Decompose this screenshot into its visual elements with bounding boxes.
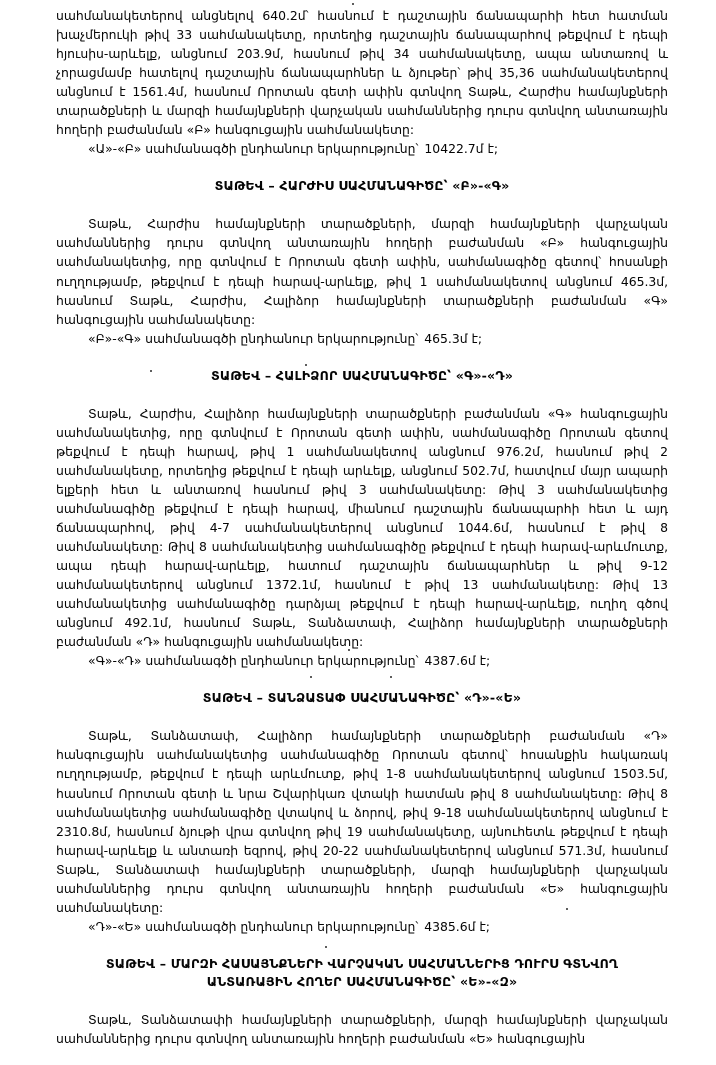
paragraph-g-d: Տաթև, Հարժիս, Հալիձոր համայնքների տարածքների բաժանման «Գ» հանգուցային սահմանակետից, որը գտնվում է Որոտան գետի ափին, սահմանագիծը Որոտան գետով թեքվում է դեպի հարավ, թիվ 1 սահմանակետով անցնում 976.2մ, հասնում թիվ 2 սահմանակետը, որտեղից թեքվում է դեպի արևելք, անցնում 502.7մ, հատվում մայր ապարի ելքերի հետ և անտառով հասնում թիվ 3 սահմանակետը: Թիվ 3 սահմանակետից սահմանագիծը թեքվում է դեպի հարավ, միանում դաշտային ճանապարհի հետ և այդ ճանապարհով, թիվ 4-7 սահմանակետերով անցնում 1044.6մ, հասնում է թիվ 8 սահմանակետը: Թիվ 8 սահմանակետից սահմանագիծը թեքվում է դեպի հարավ-արևմուտք, ապա դեպի հարավ-արևելք, հատում դաշտային ճանապարհներ և թիվ 9-12 սահմանակետերով անցնում 1372.1մ, հասնում է թիվ 13 սահմանակետը: Թիվ 13 սահմանակետից սահմանագիծը դարձյալ թեքվում է դեպի հարավ-արևելք, ուղիղ գծով անցնում 492.1մ, հասնում Տաթև, Տանձատափ, Հալիձոր համայնքների տարածքների բաժանման «Դ» հանգուցային սահմանակետը: [56,405,668,650]
total-length-a-b-label: «Ա»-«Բ» սահմանագծի ընդհանուր երկարությունը՝ [88,141,419,157]
total-length-a-b-value: 10422.7մ է; [424,141,499,157]
paragraph-a-b-continuation: սահմանակետերով անցնելով 640.2մ՝ հասնում է դաշտային ճանապարհի հետ հատման խաչմերուկի թիվ 33 սահմանակետը, որտեղից դաշտային ճանապարհով թեքվում է դեպի հյուսիս-արևելք, անցնում 203.9մ, հասնում թիվ 34 սահմանակետը, ապա անտառով և չորացմամբ հատելով դաշտային ճանապարհներ և ձյութեր՝ թիվ 35,36 սահմանակետերով անցնում է 1561.4մ, հասնում Որոտան գետի ափին գտնվող Տաթև, Հարժիս համայնքների տարածքների և մարզի համայնքների վարչական սահմաններից դուրս գտնվող անտառային հողերի բաժանման «Բ» հանգուցային սահմանակետը: [56,8,668,138]
total-length-g-d-value: 4387.6մ է; [424,653,491,669]
paragraph-d-e: Տաթև, Տանձատափ, Հալիձոր համայնքների տարածքների բաժանման «Դ» հանգուցային սահմանակետից սահմանագիծը Որոտան գետով՝ հոսանքին հակառակ ուղղությամբ, թեքվում է դեպի արևմուտք, թիվ 1-8 սահմանակետերով անցնում 1503.5մ, հասնում Որոտան գետի և նրա Շվարիկառ վտակի հատման թիվ 8 սահմանակետը: Թիվ 8 սահմանակետից սահմանագիծը վտակով և ձորով, թիվ 9-18 սահմանակետերով անցնում է 2310.8մ, հասնում ձյութի վրա գտնվող թիվ 19 սահմանակետը, այնուհետև թեքվում է դեպի հարավ-արևելք և անտառի եզրով, թիվ 20-22 սահմանակետերով անցնում 571.3մ, հասնում Տաթև, Տանձատափ համայնքների տարածքների, մարզի համայնքների վարչական սահմաններից դուրս գտնվող անտառային հողերի բաժանման «Ե» հանգուցային սահմանակետը: [56,728,668,915]
section-heading-e-z-line2: ԱՆՏԱՌԱՅԻՆ ՀՈՂԵՐ ՍԱՀՄԱՆԱԳԻԾԸ՝ «Ե»-«Զ» [206,973,518,989]
section-heading-b-g: ՏԱԹԵՎ – ՀԱՐԺԻՍ ՍԱՀՄԱՆԱԳԻԾԸ՝ «Բ»-«Գ» [214,178,510,194]
paragraph-e-z: Տաթև, Տանձատափի համայնքների տարածքների, մարզի համայնքների վարչական սահմաններից դուրս գտնվող անտառային հողերի բաժանման «Ե» հանգուցային [56,1011,668,1046]
paragraph-b-g: Տաթև, Հարժիս համայնքների տարածքների, մարզի համայնքների վարչական սահմաններից դուրս գտնվող անտառային հողերի բաժանման «Բ» հանգուցային սահմանակետից, որը գտնվում է Որոտան գետի ափին, սահմանագիծը գետով՝ հոսանքի ուղղությամբ, թեքվում է դեպի հարավ-արևելք, թիվ 1 սահմանակետով անցնում 465.3մ, հասնում Տաթև, Հարժիս, Հալիձոր համայնքների տարածքների բաժանման «Գ» հանգուցային սահմանակետը: [56,216,668,327]
total-length-g-d-label: «Գ»-«Դ» սահմանագծի ընդհանուր երկարությունը՝ [88,653,419,669]
document-body [56,6,668,1048]
total-length-d-e-label: «Դ»-«Ե» սահմանագծի ընդհանուր երկարությունը՝ [88,918,419,934]
section-heading-d-e: ՏԱԹԵՎ – ՏԱՆՁԱՏԱՓ ՍԱՀՄԱՆԱԳԻԾԸ՝ «Դ»-«Ե» [202,690,522,706]
total-length-b-g [56,329,668,348]
section-heading-e-z-line1: ՏԱԹԵՎ – ՄԱՐԶԻ ՀԱՍԱՅՆՔՆԵՐԻ ՎԱՐՉԱԿԱՆ ՍԱՀՄԱՆՆԵՐԻՑ ԴՈՒՐՍ ԳՏՆՎՈՂ [105,955,619,971]
total-length-b-g-value: 465.3մ է; [424,330,483,346]
section-heading-g-d: ՏԱԹԵՎ – ՀԱԼԻՁՈՐ ՍԱՀՄԱՆԱԳԻԾԸ՝ «Գ»-«Դ» [211,367,513,383]
total-length-d-e [56,917,668,936]
total-length-b-g-label: «Բ»-«Գ» սահմանագծի ընդհանուր երկարությունը՝ [88,330,419,346]
total-length-g-d [56,651,668,670]
scan-speck [352,3,354,5]
total-length-a-b [56,139,668,158]
total-length-d-e-value: 4385.6մ է; [424,918,490,934]
